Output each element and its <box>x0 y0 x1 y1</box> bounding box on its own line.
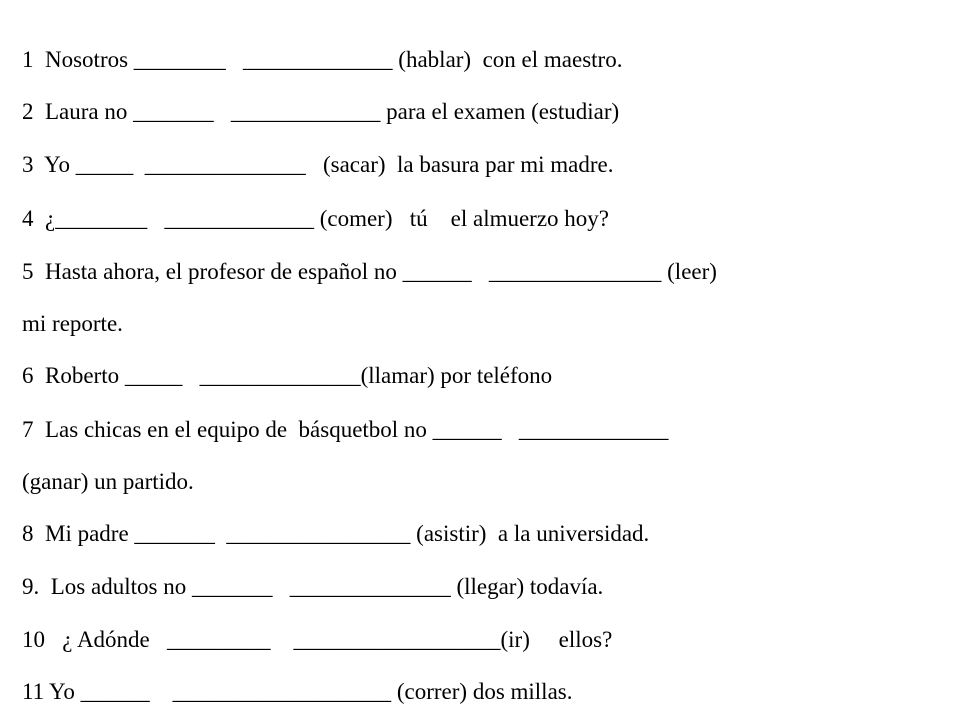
exercise-line-8: 8 Mi padre _______ ________________ (asistir) a la universidad. <box>22 521 650 546</box>
exercise-line-11: 11 Yo ______ ___________________ (correr) dos millas. <box>22 679 573 704</box>
exercise-line-7-continued: (ganar) un partido. <box>22 469 194 494</box>
exercise-line-4: 4 ¿________ _____________ (comer) tú el almuerzo hoy? <box>22 206 610 231</box>
exercise-line-1: 1 Nosotros ________ _____________ (hablar) con el maestro. <box>22 47 623 72</box>
exercise-line-7: 7 Las chicas en el equipo de básquetbol no ______ _____________ <box>22 417 669 442</box>
exercise-line-3: 3 Yo _____ ______________ (sacar) la basura par mi madre. <box>22 152 614 177</box>
exercise-line-9: 9. Los adultos no _______ ______________ (llegar) todavía. <box>22 574 604 599</box>
exercise-line-6: 6 Roberto _____ ______________(llamar) por teléfono <box>22 363 553 388</box>
exercise-line-5-continued: mi reporte. <box>22 311 123 336</box>
exercise-line-5: 5 Hasta ahora, el profesor de español no ______ _______________ (leer) <box>22 259 717 284</box>
exercise-line-10: 10 ¿ Adónde _________ __________________(ir) ellos? <box>22 627 613 652</box>
exercise-line-2: 2 Laura no _______ _____________ para el examen (estudiar) <box>22 99 620 124</box>
